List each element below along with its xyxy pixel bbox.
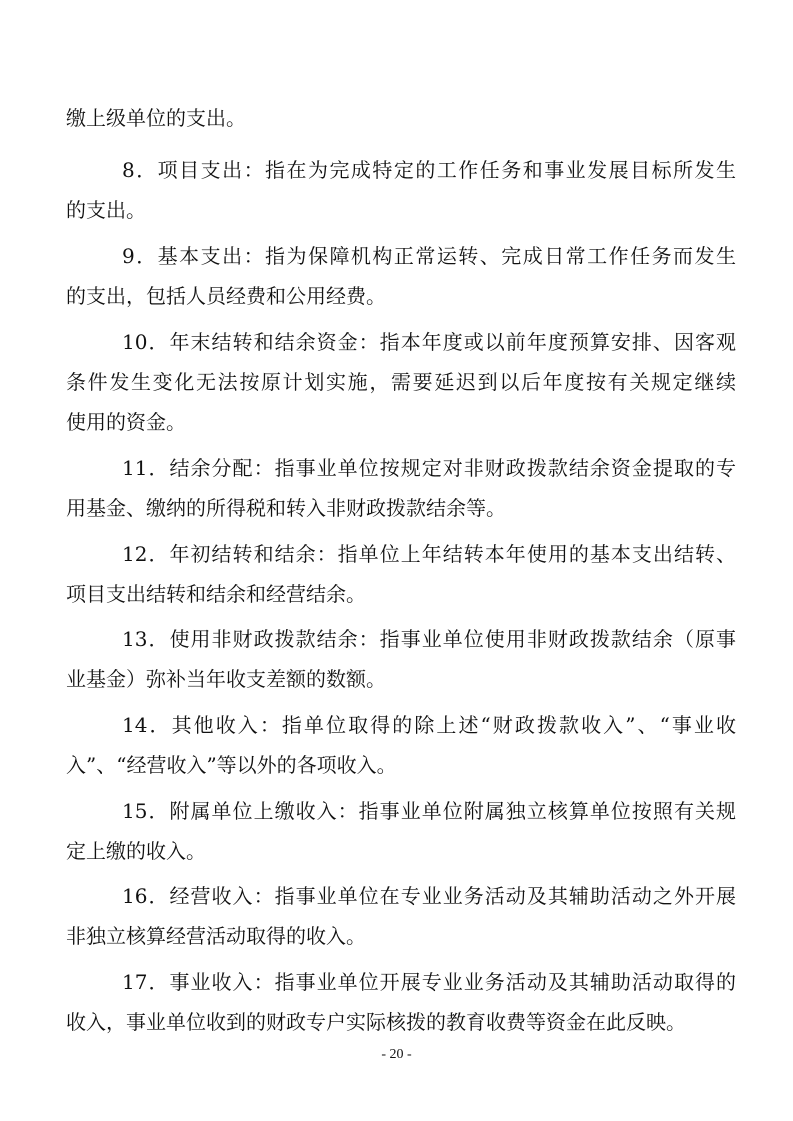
text-line: 用基金、缴纳的所得税和转入非财政拨款结余等。 [66,496,506,520]
paragraph-item-11 [66,448,736,528]
text-line: 非独立核算经营活动取得的收入。 [66,924,366,948]
text-line: 项目支出结转和结余和经营结余。 [66,582,366,606]
text-line: 10．年末结转和结余资金：指本年度或以前年度预算安排、因客观 [122,330,736,354]
paragraph-continuation [66,98,736,138]
paragraph-item-14 [66,705,736,785]
paragraph-item-12 [66,534,736,614]
paragraph-item-17 [66,962,736,1042]
text-line: 缴上级单位的支出。 [66,106,246,130]
text-line: 17．事业收入：指事业单位开展专业业务活动及其辅助活动取得的 [122,970,736,994]
text-line: 9．基本支出：指为保障机构正常运转、完成日常工作任务而发生 [122,244,736,268]
paragraph-item-9 [66,236,736,316]
text-line: 定上缴的收入。 [66,839,206,863]
text-line: 条件发生变化无法按原计划实施，需要延迟到以后年度按有关规定继续 [66,370,736,394]
paragraph-item-15 [66,791,736,871]
page-number: - 20 - [381,1047,412,1062]
text-line: 8．项目支出：指在为完成特定的工作任务和事业发展目标所发生 [122,158,736,182]
text-line: 16．经营收入：指事业单位在专业业务活动及其辅助活动之外开展 [122,884,736,908]
text-line: 使用的资金。 [66,410,186,434]
text-line: 收入，事业单位收到的财政专户实际核拨的教育收费等资金在此反映。 [66,1010,686,1034]
text-line: 15．附属单位上缴收入：指事业单位附属独立核算单位按照有关规 [122,799,736,823]
text-line: 13．使用非财政拨款结余：指事业单位使用非财政拨款结余（原事 [122,627,736,651]
text-line: 入”、“经营收入”等以外的各项收入。 [66,753,397,777]
paragraph-item-13 [66,619,736,699]
paragraph-item-10 [66,322,736,442]
paragraph-item-16 [66,876,736,956]
text-line: 14．其他收入：指单位取得的除上述“财政拨款收入”、“事业收 [122,713,736,737]
text-line: 业基金）弥补当年收支差额的数额。 [66,667,386,691]
text-line: 11．结余分配：指事业单位按规定对非财政拨款结余资金提取的专 [122,456,736,480]
text-line: 的支出，包括人员经费和公用经费。 [66,284,386,308]
paragraph-item-8 [66,150,736,230]
text-line: 的支出。 [66,198,146,222]
text-line: 12．年初结转和结余：指单位上年结转本年使用的基本支出结转、 [122,542,736,566]
